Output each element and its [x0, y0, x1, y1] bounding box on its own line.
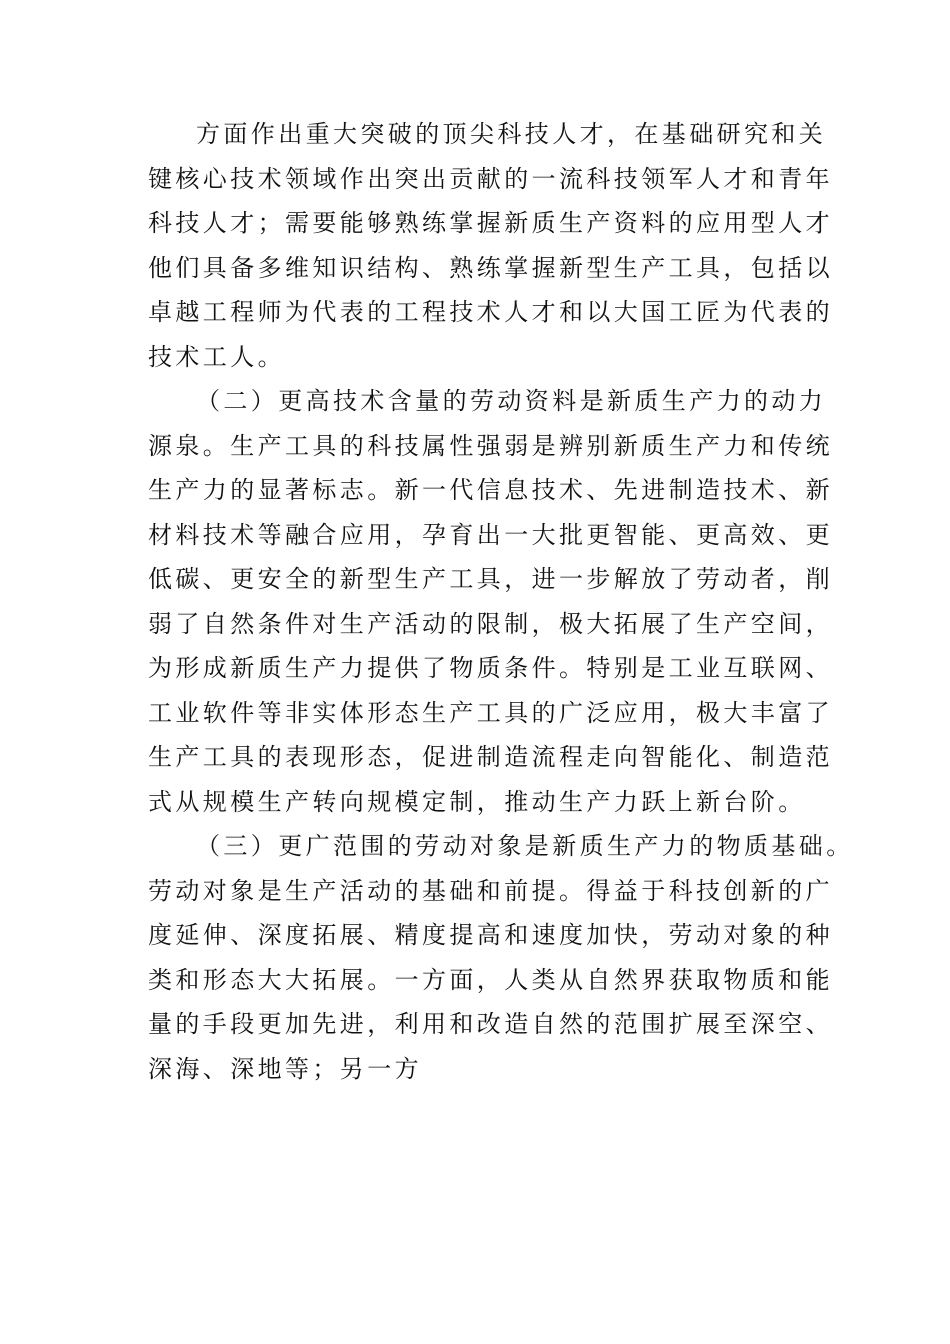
- text-line: 低碳、更安全的新型生产工具，进一步解放了劳动者，削: [148, 565, 833, 593]
- text-line: 科技人才；需要能够熟练掌握新质生产资料的应用型人才: [148, 209, 833, 237]
- text-line: （二）更高技术含量的劳动资料是新质生产力的动力: [196, 387, 827, 415]
- text-line: 工业软件等非实体形态生产工具的广泛应用，极大丰富了: [148, 698, 833, 727]
- text-line: 为形成新质生产力提供了物质条件。特别是工业互联网、: [148, 654, 833, 682]
- text-line: 量的手段更加先进，利用和改造自然的范围扩展至深空、: [148, 1010, 833, 1038]
- text-line: 生产工具的表现形态，促进制造流程走向智能化、制造范: [148, 743, 833, 771]
- text-line: 式从规模生产转向规模定制，推动生产力跃上新台阶。: [148, 787, 806, 816]
- text-line: 深海、深地等；另一方: [148, 1054, 422, 1083]
- text-line: 他们具备多维知识结构、熟练掌握新型生产工具，包括以: [148, 253, 833, 282]
- text-line: 卓越工程师为代表的工程技术人才和以大国工匠为代表的: [148, 298, 833, 326]
- text-line: 键核心技术领域作出突出贡献的一流科技领军人才和青年: [148, 164, 833, 193]
- text-line: （三）更广范围的劳动对象是新质生产力的物质基础。: [196, 832, 854, 860]
- text-line: 度延伸、深度拓展、精度提高和速度加快，劳动对象的种: [148, 921, 833, 949]
- text-line: 技术工人。: [148, 342, 285, 371]
- text-line: 生产力的显著标志。新一代信息技术、先进制造技术、新: [148, 476, 833, 504]
- text-line: 类和形态大大拓展。一方面，人类从自然界获取物质和能: [148, 965, 833, 994]
- text-line: 劳动对象是生产活动的基础和前提。得益于科技创新的广: [148, 876, 833, 905]
- text-line: 材料技术等融合应用，孕育出一大批更智能、更高效、更: [148, 520, 833, 549]
- text-line: 方面作出重大突破的顶尖科技人才，在基础研究和关: [196, 120, 827, 148]
- text-line: 源泉。生产工具的科技属性强弱是辨别新质生产力和传统: [148, 431, 833, 460]
- document-body: [148, 112, 854, 1091]
- text-line: 弱了自然条件对生产活动的限制，极大拓展了生产空间，: [148, 609, 833, 638]
